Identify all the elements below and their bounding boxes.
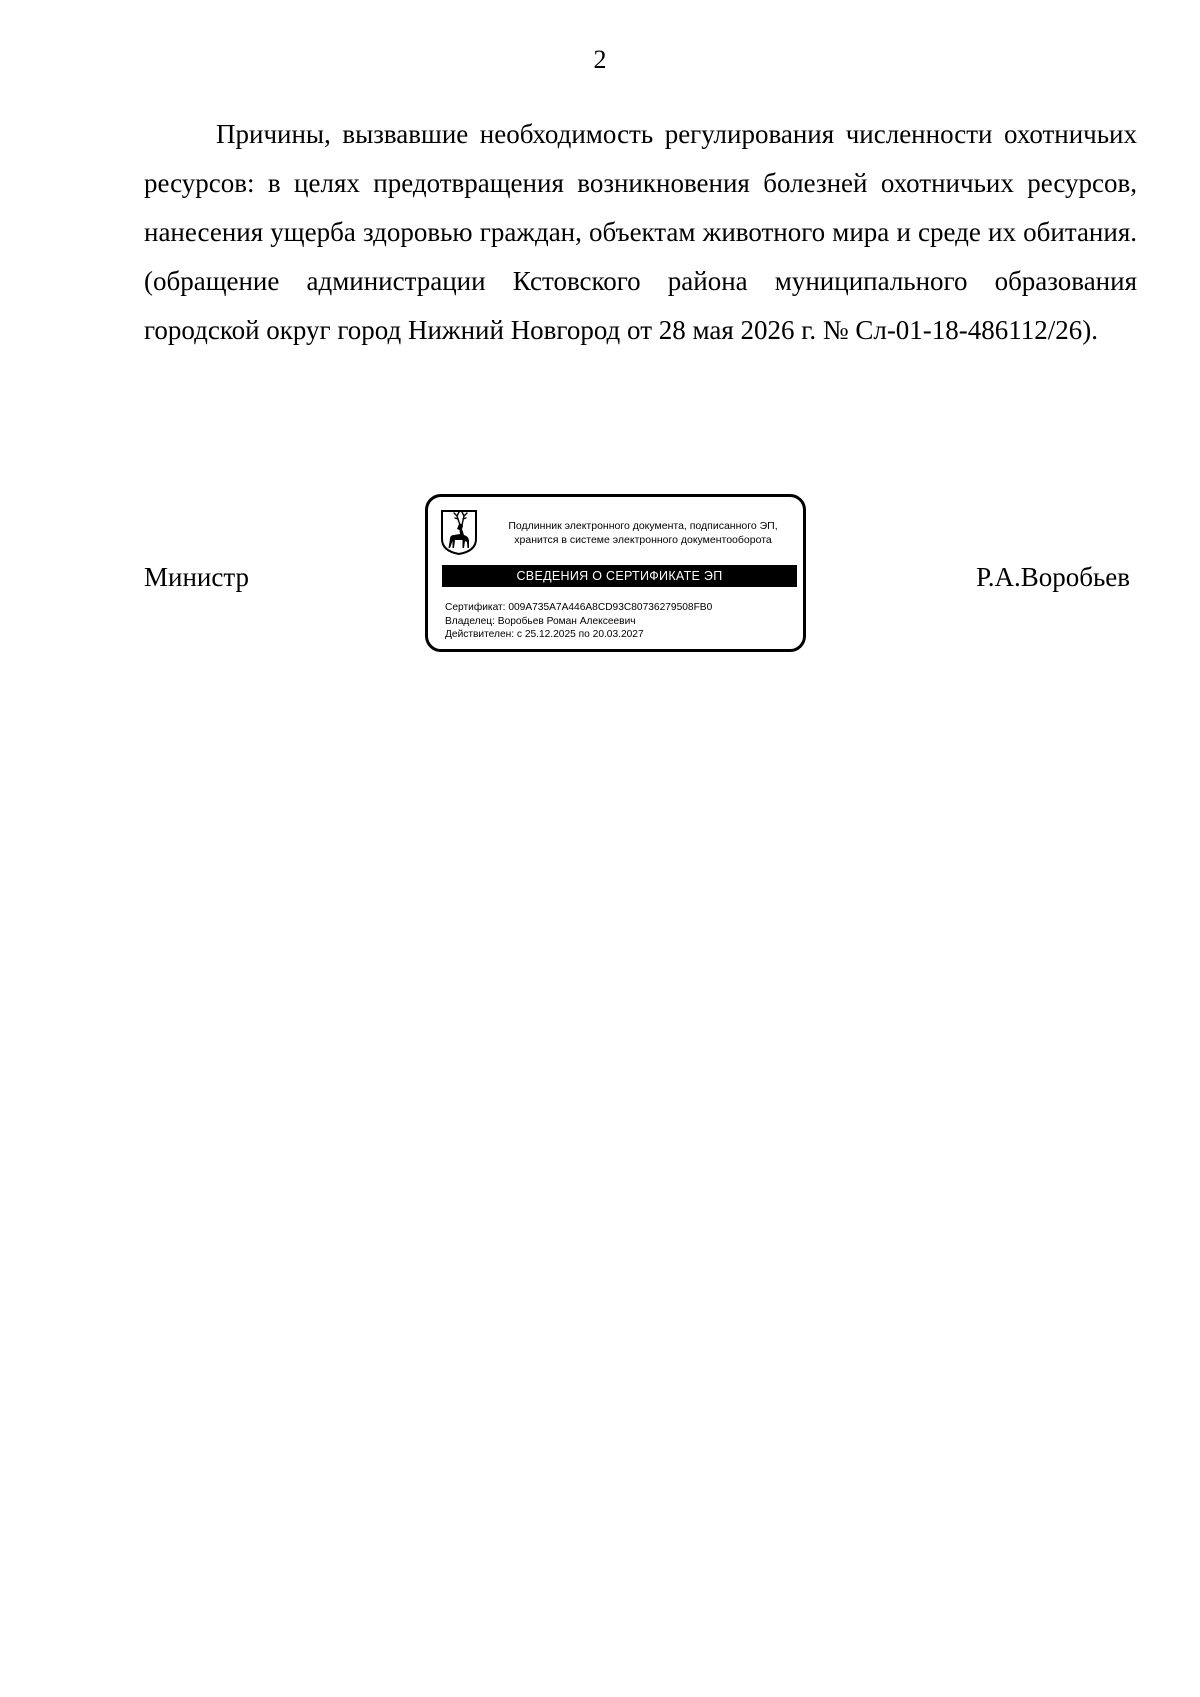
stamp-header [488,519,798,547]
signer-name: Р.А.Воробьев [976,562,1130,592]
certificate-owner: Владелец: Воробьев Роман Алексеевич [445,615,636,627]
certificate-number: Сертификат: 009A735A7A446A8CD93C80736279508FB0 [445,602,713,613]
certificate-validity: Действителен: с 25.12.2025 по 20.03.2027 [445,629,644,640]
electronic-signature-stamp [425,494,806,652]
certificate-info-bar: СВЕДЕНИЯ О СЕРТИФИКАТЕ ЭП [442,565,797,587]
coat-of-arms-deer-icon [440,509,478,555]
page-number: 2 [593,45,607,74]
body-paragraph: Причины, вызвавшие необходимость регулирования численности охотничьих ресурсов: в целях предотвращения возникновения болезней охотничьих ресурсов, нанесения ущерба здоровью граждан, объектам животного мира и среде их обитания. (обращение администрации Кстовского района муниципального образования городской округ город Нижний Новгород от 28 мая 2026 г. № Сл-01-18-486112/26). [144,119,1137,345]
certificate-details [445,601,800,642]
stamp-header-line-2: хранится в системе электронного документооборота [514,534,772,546]
signer-title: Министр [144,562,249,592]
stamp-header-line-1: Подлинник электронного документа, подписанного ЭП, [508,520,778,532]
